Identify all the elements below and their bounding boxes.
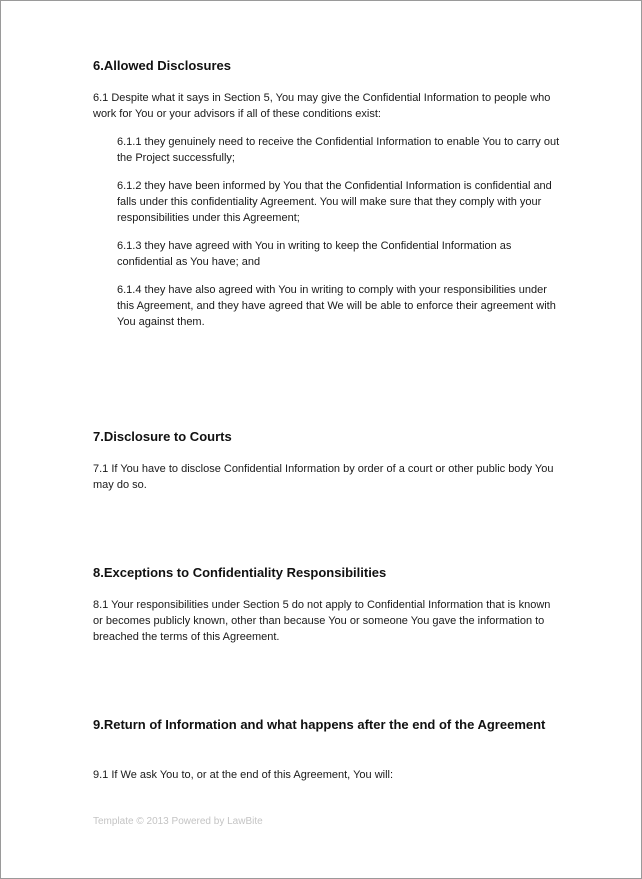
clause-6-1-2: 6.1.2 they have been informed by You that the Confidential Information is confidential and falls under this confidentiality Agreement. You will make sure that they comply with your responsibilities under this Agreement; [117, 180, 552, 224]
section-6-heading: 6.Allowed Disclosures [93, 58, 231, 73]
section-8-heading: 8.Exceptions to Confidentiality Responsibilities [93, 565, 387, 580]
page-footer: Template © 2013 Powered by LawBite [93, 816, 263, 827]
section-7-1-paragraph: 7.1 If You have to disclose Confidential Information by order of a court or other public body You may do so. [93, 463, 554, 491]
clause-6-1-3: 6.1.3 they have agreed with You in writing to keep the Confidential Information as confidential as You have; and [117, 240, 512, 268]
section-6-1-paragraph: 6.1 Despite what it says in Section 5, You may give the Confidential Information to people who work for You or your advisors if all of these conditions exist: [93, 92, 551, 120]
section-9-heading: 9.Return of Information and what happens after the end of the Agreement [93, 717, 546, 732]
section-7-heading: 7.Disclosure to Courts [93, 429, 232, 444]
section-9-1-paragraph: 9.1 If We ask You to, or at the end of this Agreement, You will: [93, 769, 394, 781]
section-8-1-paragraph: 8.1 Your responsibilities under Section 5 do not apply to Confidential Information that is known or becomes publicly known, other than because You or someone You gave the information to breached the terms of this Agreement. [93, 599, 551, 643]
clause-6-1-1: 6.1.1 they genuinely need to receive the Confidential Information to enable You to carry out the Project successfully; [117, 136, 560, 164]
clause-6-1-4: 6.1.4 they have also agreed with You in writing to comply with your responsibilities under this Agreement, and they have agreed that We will be able to enforce their agreement with You against them. [117, 284, 556, 328]
